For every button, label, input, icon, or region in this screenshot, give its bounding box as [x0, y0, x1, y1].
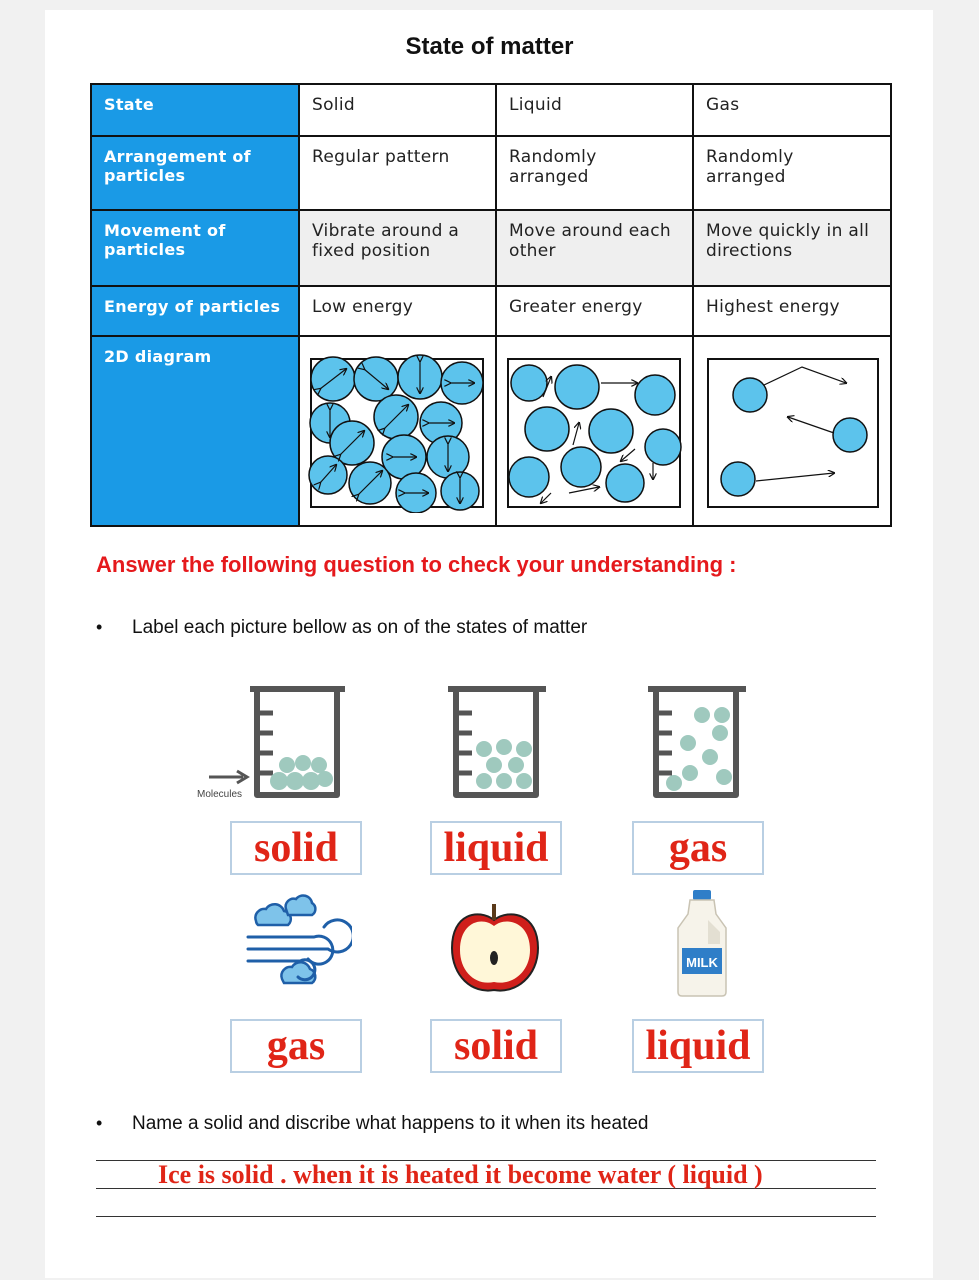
table-cell: Move quickly in all directions [693, 210, 891, 286]
table-row [91, 210, 891, 286]
table-cell: Regular pattern [299, 136, 496, 210]
table-cell: Randomly arranged [693, 136, 891, 210]
answer-line [96, 1216, 876, 1217]
table-row [91, 136, 891, 210]
liquid-diagram-cell [496, 336, 693, 526]
solid-particles-diagram [308, 345, 486, 513]
header-state: State [91, 84, 299, 136]
row-label: 2D diagram [91, 336, 299, 526]
liquid-particles-diagram [505, 345, 683, 513]
table-cell: Low energy [299, 286, 496, 336]
table-cell: Randomly arranged [496, 136, 693, 210]
written-answer[interactable]: Ice is solid . when it is heated it become water ( liquid ) [158, 1160, 763, 1189]
table-cell: Move around each other [496, 210, 693, 286]
gas-diagram-cell [693, 336, 891, 526]
gas-beaker-icon [640, 685, 760, 805]
table-row [91, 336, 891, 526]
liquid-beaker-icon [440, 685, 560, 805]
answer-box-gas-beaker[interactable]: gas [632, 821, 764, 875]
bullet-dot: • [96, 617, 103, 637]
table-cell: Greater energy [496, 286, 693, 336]
instruction-text: Label each picture bellow as on of the states of matter [132, 617, 588, 638]
table-row [91, 84, 891, 136]
page-title: State of matter [405, 33, 574, 60]
header-liquid: Liquid [496, 84, 693, 136]
row-label: Movement of particles [91, 210, 299, 286]
answer-box-liquid-beaker[interactable]: liquid [430, 821, 562, 875]
solid-beaker-icon [205, 685, 355, 805]
row-label: Energy of particles [91, 286, 299, 336]
gas-particles-diagram [702, 345, 880, 513]
apple-icon [448, 900, 542, 996]
wind-icon [244, 893, 352, 995]
table-cell: Highest energy [693, 286, 891, 336]
question-heading: Answer the following question to check your understanding : [96, 552, 737, 577]
row-label: Arrangement of particles [91, 136, 299, 210]
question-text: Name a solid and discribe what happens to it when its heated [132, 1113, 649, 1134]
answer-box-solid-beaker[interactable]: solid [230, 821, 362, 875]
states-table [90, 83, 892, 527]
answer-box-milk[interactable]: liquid [632, 1019, 764, 1073]
molecules-label: Molecules [197, 789, 243, 800]
answer-box-apple[interactable]: solid [430, 1019, 562, 1073]
milk-jug-icon [676, 888, 728, 998]
answer-box-wind[interactable]: gas [230, 1019, 362, 1073]
bullet-dot: • [96, 1113, 103, 1133]
bullet-instruction [96, 617, 587, 639]
header-solid: Solid [299, 84, 496, 136]
milk-label: MILK [686, 955, 718, 970]
table-row [91, 286, 891, 336]
table-cell: Vibrate around a fixed position [299, 210, 496, 286]
solid-diagram-cell [299, 336, 496, 526]
header-gas: Gas [693, 84, 891, 136]
bullet-question [96, 1113, 648, 1135]
